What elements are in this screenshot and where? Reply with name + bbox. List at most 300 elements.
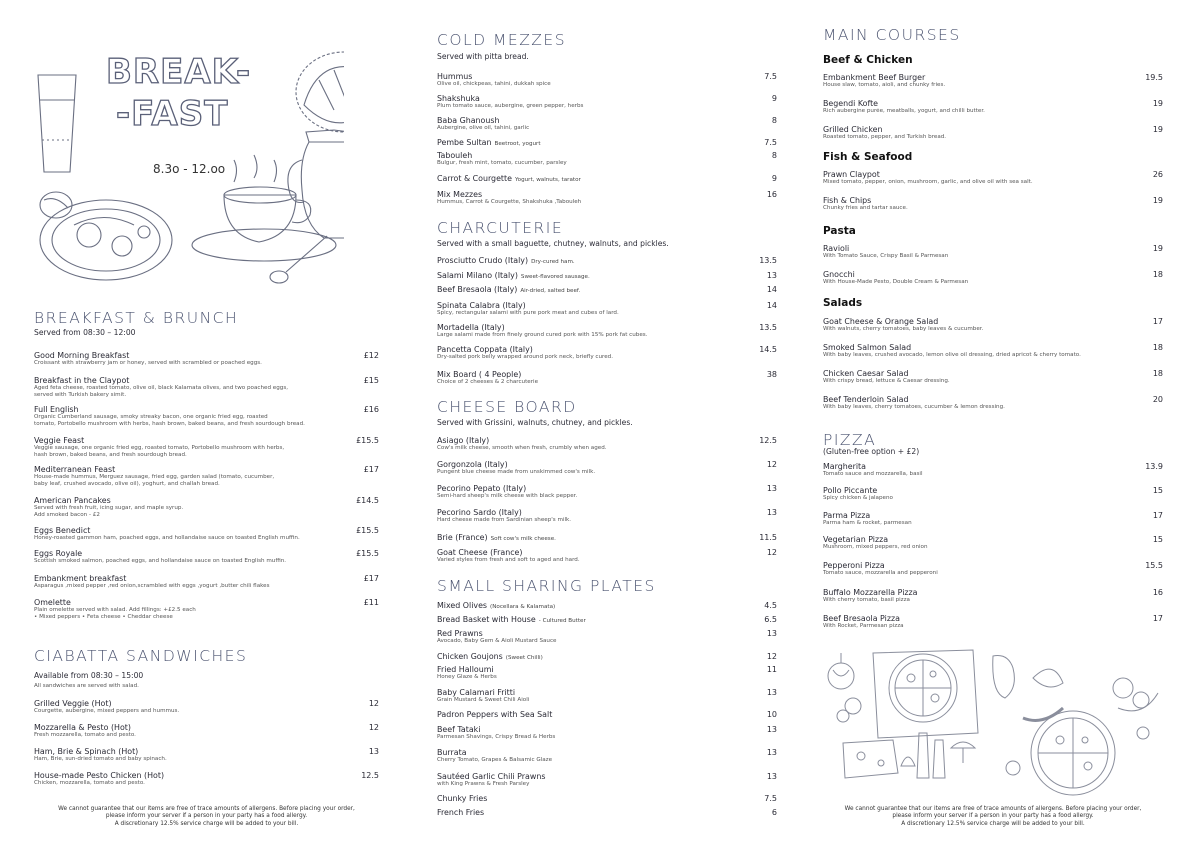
menu-item-row — [34, 436, 379, 445]
menu-item-price: 13 — [766, 629, 777, 638]
menu-item-price: 12.5 — [759, 436, 777, 445]
menu-item-inline-desc: Beetroot, yogurt — [494, 141, 541, 147]
menu-item-inline-desc: Yogurt, walnuts, tarator — [514, 177, 581, 183]
allergen-note-line: We cannot guarantee that our items are free of trace amounts of allergens. Before placing your order, — [58, 806, 355, 812]
menu-item-name: Salami Milano (Italy) Sweet-flavored sausage. — [437, 271, 590, 280]
menu-item-price: 18 — [1152, 343, 1163, 352]
menu-item-row — [437, 174, 777, 183]
cheese-board-title: CHEESE BOARD — [437, 398, 577, 416]
menu-item — [437, 665, 777, 681]
menu-item-row — [823, 369, 1163, 378]
menu-item-row — [437, 484, 777, 493]
menu-item-name: Prawn Claypot — [823, 170, 880, 179]
pizza-illustration — [823, 648, 1163, 798]
menu-item-price: 13 — [766, 772, 777, 781]
menu-item — [823, 614, 1163, 630]
menu-item-name: Buffalo Mozzarella Pizza — [823, 588, 918, 597]
menu-item-row — [34, 496, 379, 505]
menu-item — [437, 256, 777, 265]
menu-item-row — [437, 256, 777, 265]
main-course-group-heading: Beef & Chicken — [823, 54, 913, 66]
menu-item-row — [437, 436, 777, 445]
menu-item-name: Mix Mezzes — [437, 190, 483, 199]
allergen-note-line: please inform your server if a person in your party has a food allergy. — [105, 813, 308, 820]
menu-item-description: Veggie sausage, one organic fried egg, roasted tomato, Portobello mushroom with herbs, — [34, 445, 285, 451]
menu-item-row — [437, 688, 777, 697]
menu-item-row — [34, 376, 379, 385]
menu-item-name: House-made Pesto Chicken (Hot) — [34, 771, 165, 780]
menu-item-row — [437, 533, 777, 542]
menu-item — [437, 323, 777, 339]
menu-item-description: Parmesan Shavings, Crispy Bread & Herbs — [437, 734, 556, 740]
allergen-note-line: please inform your server if a person in your party has a food allergy. — [892, 813, 1094, 820]
menu-item-price: £15 — [363, 376, 379, 385]
menu-item — [437, 271, 777, 280]
menu-item — [34, 598, 379, 620]
menu-item-description: With baby leaves, crushed avocado, lemon olive oil dressing, dried apricot & cherry tomato. — [823, 352, 1081, 358]
menu-item-row — [437, 808, 777, 817]
menu-item-name: Pecorino Pepato (Italy) — [437, 484, 527, 493]
menu-item-price: 15 — [1152, 535, 1163, 544]
menu-item-name: American Pancakes — [34, 496, 111, 505]
menu-item-price: 13 — [766, 484, 777, 493]
menu-item-row — [437, 772, 777, 781]
menu-item — [34, 723, 379, 739]
menu-item-name: Asiago (Italy) — [437, 436, 490, 445]
menu-item-row — [437, 652, 777, 661]
menu-item-price: 17 — [1152, 511, 1163, 520]
menu-item-description: Plain omelette served with salad. Add fillings: +£2.5 each — [34, 607, 196, 613]
menu-item-description: Spicy chicken & jalapeno — [823, 495, 893, 501]
menu-item-row — [437, 301, 777, 310]
cold-mezzes-subtitle: Served with pitta bread. — [437, 52, 529, 61]
menu-item-price: 18 — [1152, 270, 1163, 279]
menu-item-description: hash brown, baked beans, and fresh sourdough bread. — [34, 451, 187, 458]
menu-item-row — [823, 170, 1163, 179]
menu-item-name: Breakfast in the Claypot — [34, 376, 130, 385]
menu-item-price: 15.5 — [1145, 561, 1163, 570]
menu-item-description: Cherry Tomato, Grapes & Balsamic Glaze — [437, 757, 553, 763]
menu-item-name: Mozzarella & Pesto (Hot) — [34, 723, 131, 732]
menu-item-description: With crispy bread, lettuce & Caesar dressing. — [823, 378, 950, 384]
cheese-board-subtitle: Served with Grissini, walnuts, chutney, and pickles. — [437, 418, 633, 427]
menu-item — [823, 244, 1163, 260]
menu-item-description: Courgette, aubergine, mixed peppers and hummus. — [34, 708, 180, 714]
menu-item — [34, 747, 379, 763]
menu-item — [437, 688, 777, 704]
menu-item — [437, 460, 777, 476]
menu-item-price: 13.5 — [759, 256, 777, 265]
menu-item-row — [34, 574, 379, 583]
menu-item-name: Pepperoni Pizza — [823, 561, 885, 570]
menu-item-description: Cow's milk cheese, smooth when fresh, crumbly when aged. — [437, 445, 607, 451]
menu-item — [437, 548, 777, 564]
menu-item — [437, 629, 777, 645]
menu-item — [34, 549, 379, 565]
menu-item-row — [437, 615, 777, 624]
menu-item-row — [437, 138, 777, 147]
menu-item — [437, 725, 777, 741]
menu-item-name: Grilled Veggie (Hot) — [34, 699, 112, 708]
menu-item-name: Chicken Caesar Salad — [823, 369, 909, 378]
menu-item — [823, 462, 1163, 478]
menu-item-price: 17 — [1152, 317, 1163, 326]
menu-item — [437, 370, 777, 386]
menu-item-description: with King Prawns & Fresh Parsley — [437, 781, 530, 787]
menu-item — [437, 190, 777, 206]
ciabatta-title: CIABATTA SANDWICHES — [34, 647, 248, 665]
menu-item — [437, 710, 777, 719]
menu-item — [437, 601, 777, 610]
menu-item — [823, 369, 1163, 385]
main-course-group-heading: Pasta — [823, 225, 856, 237]
menu-item-price: 13 — [368, 747, 379, 756]
allergen-note-line: A discretionary 12.5% service charge will be added to your bill. — [901, 820, 1085, 827]
menu-item — [437, 652, 777, 661]
menu-item-row — [437, 794, 777, 803]
menu-item — [823, 535, 1163, 551]
menu-item-price: £14.5 — [356, 496, 379, 505]
charcuterie-title: CHARCUTERIE — [437, 219, 564, 237]
menu-item-description: Large salami made from finely ground cured pork with 15% pork fat cubes. — [437, 332, 648, 338]
menu-item-name: Brie (France) Soft cow's milk cheese. — [437, 533, 556, 542]
menu-item-description: Hard cheese made from Sardinian sheep's milk. — [437, 517, 572, 523]
menu-item — [437, 615, 777, 624]
menu-item-name: Padron Peppers with Sea Salt — [437, 710, 553, 719]
menu-item-row — [823, 561, 1163, 570]
menu-item-inline-desc: Air-dried, salted beef. — [520, 288, 581, 294]
menu-item-inline-desc: (Nocellara & Kalamata) — [490, 604, 556, 610]
menu-item-row — [34, 747, 379, 756]
menu-item-name: Pollo Piccante — [823, 486, 878, 495]
menu-item-description: Bulgur, fresh mint, tomato, cucumber, parsley — [437, 160, 567, 166]
menu-item-name: Prosciutto Crudo (Italy) Dry-cured ham. — [437, 256, 575, 265]
menu-item-price: 13 — [766, 271, 777, 280]
menu-item-description: Plum tomato sauce, aubergine, green pepper, herbs — [437, 103, 584, 109]
menu-item-name: Burrata — [437, 748, 467, 757]
menu-item-row — [823, 196, 1163, 205]
menu-item — [437, 285, 777, 294]
menu-item-name: Fish & Chips — [823, 196, 872, 205]
menu-item-name: Ravioli — [823, 244, 850, 253]
menu-item-description: Croissant with strawberry jam or honey, served with scrambled or poached eggs. — [34, 360, 262, 366]
menu-item-description: Tomato sauce, mozzarella and pepperoni — [823, 570, 938, 576]
menu-item-name: Eggs Benedict — [34, 526, 91, 535]
allergen-note-right — [823, 806, 1163, 828]
menu-item-name: Smoked Salmon Salad — [823, 343, 912, 352]
menu-item-row — [437, 190, 777, 199]
menu-item — [437, 508, 777, 524]
menu-item-price: £15.5 — [356, 436, 379, 445]
menu-item-row — [823, 343, 1163, 352]
menu-item-row — [823, 535, 1163, 544]
menu-item-price: 12 — [368, 699, 379, 708]
menu-item-name: Tabouleh — [437, 151, 473, 160]
menu-item-description: Aged feta cheese, roasted tomato, olive oil, black Kalamata olives, and two poached eggs, — [34, 385, 289, 391]
menu-item-name: Fried Halloumi — [437, 665, 494, 674]
menu-item-description: Asparagus ,mixed pepper ,red onion,scrambled with eggs ,yogurt ,butter chili flakes — [34, 583, 270, 589]
menu-item-inline-desc: (Sweet Chilli) — [505, 655, 543, 661]
main-course-group-heading: Salads — [823, 297, 863, 309]
menu-item-price: 13.5 — [759, 323, 777, 332]
menu-item-row — [34, 465, 379, 474]
menu-item-price: 12 — [766, 460, 777, 469]
menu-item-name: Chunky Fries — [437, 794, 488, 803]
menu-item-row — [34, 351, 379, 360]
menu-item-name: Mediterranean Feast — [34, 465, 116, 474]
menu-item-name: Goat Cheese (France) — [437, 548, 523, 557]
small-plates-title: SMALL SHARING PLATES — [437, 577, 656, 595]
menu-item-name: Margherita — [823, 462, 866, 471]
menu-item — [437, 748, 777, 764]
menu-item-description: • Mixed peppers • Feta cheese • Cheddar cheese — [34, 613, 173, 620]
menu-item-name: Pembe Sultan Beetroot, yogurt — [437, 138, 541, 147]
menu-item — [437, 772, 777, 788]
menu-item-row — [437, 271, 777, 280]
menu-item-price: 19 — [1152, 125, 1163, 134]
cold-mezzes-title: COLD MEZZES — [437, 31, 567, 49]
ciabatta-subtitle: Available from 08:30 – 15:00 — [34, 671, 144, 680]
menu-item-row — [823, 73, 1163, 82]
allergen-note-line: A discretionary 12.5% service charge will be added to your bill. — [114, 820, 299, 827]
menu-item-description: Served with fresh fruit, icing sugar, and maple syrup. — [34, 505, 184, 511]
menu-item-name: Beef Tenderloin Salad — [823, 395, 909, 404]
menu-item-price: 19 — [1152, 244, 1163, 253]
main-courses-title: MAIN COURSES — [823, 26, 961, 44]
menu-item-name: Pecorino Sardo (Italy) — [437, 508, 522, 517]
menu-item — [34, 436, 379, 458]
menu-item-price: 4.5 — [764, 601, 777, 610]
menu-item-name: Chicken Goujons (Sweet Chilli) — [437, 652, 543, 661]
breakfast-subtitle: Served from 08:30 – 12:00 — [34, 328, 136, 337]
menu-item-price: £15.5 — [356, 549, 379, 558]
menu-item-description: Tomato sauce and mozzarella, basil — [823, 471, 923, 477]
menu-item-price: 8 — [771, 151, 777, 160]
menu-item-row — [437, 710, 777, 719]
menu-item — [437, 436, 777, 452]
menu-item-price: 13 — [766, 508, 777, 517]
menu-item-name: Beef Tataki — [437, 725, 481, 734]
menu-item-price: 9 — [771, 94, 777, 103]
menu-item-name: Gnocchi — [823, 270, 855, 279]
menu-item-price: 18 — [1152, 369, 1163, 378]
menu-item-price: £12 — [363, 351, 379, 360]
menu-item-description: Aubergine, olive oil, tahini, garlic — [437, 125, 530, 131]
menu-item-row — [437, 94, 777, 103]
menu-item-name: Pancetta Coppata (Italy) — [437, 345, 533, 354]
menu-item — [823, 317, 1163, 333]
menu-item-price: £16 — [363, 405, 379, 414]
menu-item-name: Gorgonzola (Italy) — [437, 460, 508, 469]
menu-item-row — [34, 723, 379, 732]
menu-item-price: 7.5 — [764, 72, 777, 81]
menu-item-description: baby leaf, crushed avocado, olive oil), yoghurt, and challah bread. — [34, 480, 220, 487]
menu-item-row — [437, 629, 777, 638]
menu-item — [823, 170, 1163, 186]
menu-item-row — [437, 345, 777, 354]
menu-item-price: 14 — [766, 301, 777, 310]
breakfast-art-title-2: -FAST — [116, 94, 229, 134]
menu-item — [823, 486, 1163, 502]
menu-item-description: With House-Made Pesto, Double Cream & Parmesan — [823, 279, 969, 285]
menu-item-row — [437, 370, 777, 379]
menu-item-price: 13.9 — [1145, 462, 1163, 471]
menu-item — [437, 174, 777, 183]
menu-item-row — [823, 588, 1163, 597]
breakfast-title: BREAKFAST & BRUNCH — [34, 309, 239, 327]
menu-item-price: 19.5 — [1145, 73, 1163, 82]
menu-item — [34, 405, 379, 427]
menu-item-name: Parma Pizza — [823, 511, 871, 520]
menu-item-price: 14 — [766, 285, 777, 294]
menu-item — [823, 99, 1163, 115]
menu-item-price: 13 — [766, 688, 777, 697]
menu-item — [437, 94, 777, 110]
menu-item-description: Pungent blue cheese made from unskimmed cow's milk. — [437, 469, 596, 475]
pizza-subtitle: (Gluten-free option + £2) — [823, 447, 920, 456]
menu-item-row — [437, 725, 777, 734]
menu-item-row — [823, 125, 1163, 134]
menu-item-row — [823, 395, 1163, 404]
menu-item-row — [823, 244, 1163, 253]
menu-item-row — [823, 270, 1163, 279]
menu-item-description: Honey-roasted gammon ham, poached eggs, and hollandaise sauce on toasted English muffin. — [34, 535, 300, 541]
menu-item-description: Organic Cumberland sausage, smoky streaky bacon, one organic fried egg, roasted — [34, 414, 268, 420]
menu-item-name: Carrot & Courgette Yogurt, walnuts, tarator — [437, 174, 581, 183]
menu-item-inline-desc: Soft cow's milk cheese. — [490, 536, 556, 542]
allergen-note-line: We cannot guarantee that our items are free of trace amounts of allergens. Before placing your order, — [844, 806, 1142, 812]
menu-item-price: 12.5 — [361, 771, 379, 780]
menu-item — [437, 138, 777, 147]
column-breakfast — [34, 0, 379, 848]
menu-item-description: Mixed tomato, pepper, onion, mushroom, garlic, and olive oil with sea salt. — [823, 179, 1033, 185]
menu-item-name: Baby Calamari Fritti — [437, 688, 516, 697]
menu-item-description: Ham, Brie, sun-dried tomato and baby spinach. — [34, 756, 167, 762]
menu-item — [34, 526, 379, 542]
breakfast-art-title-1: BREAK- — [106, 52, 252, 92]
menu-item-description: Semi-hard sheep's milk cheese with black pepper. — [437, 493, 578, 499]
menu-item-description: Parma ham & rocket, parmesan — [823, 520, 912, 526]
menu-item — [34, 699, 379, 715]
menu-item — [823, 73, 1163, 89]
menu-item-description: Roasted tomato, pepper, and Turkish bread. — [823, 134, 947, 140]
menu-item-description: Hummus, Carrot & Courgette, Shakshuka ,Tabouleh — [437, 199, 582, 205]
menu-item-inline-desc: Sweet-flavored sausage. — [520, 274, 590, 280]
menu-item-description: With walnuts, cherry tomatoes, baby leaves & cucumber. — [823, 326, 984, 332]
menu-item-price: 14.5 — [759, 345, 777, 354]
menu-item-price: 10 — [766, 710, 777, 719]
menu-item — [34, 376, 379, 398]
menu-item-price: 8 — [771, 116, 777, 125]
menu-item-row — [823, 486, 1163, 495]
menu-item-name: Eggs Royale — [34, 549, 83, 558]
menu-item-description: With baby leaves, cherry tomatoes, cucumber & lemon dressing. — [823, 404, 1005, 410]
menu-item-price: 26 — [1152, 170, 1163, 179]
menu-item-row — [34, 598, 379, 607]
menu-item-name: Mix Board ( 4 People) — [437, 370, 522, 379]
menu-item-description: House slaw, tomato, aioli, and chunky fries. — [823, 82, 946, 88]
menu-item-price: £15.5 — [356, 526, 379, 535]
menu-item-price: 11 — [766, 665, 777, 674]
menu-item-price: 16 — [1152, 588, 1163, 597]
menu-item — [823, 270, 1163, 286]
menu-item-name: Hummus — [437, 72, 473, 81]
menu-item-price: 17 — [1152, 614, 1163, 623]
menu-item-row — [823, 614, 1163, 623]
menu-item-row — [437, 508, 777, 517]
charcuterie-subtitle: Served with a small baguette, chutney, walnuts, and pickles. — [437, 239, 669, 248]
menu-item — [437, 72, 777, 88]
menu-item — [437, 794, 777, 803]
menu-item-name: Ham, Brie & Spinach (Hot) — [34, 747, 139, 756]
menu-item-description: served with Turkish bakery simit. — [34, 391, 127, 398]
menu-item-name: Sautéed Garlic Chili Prawns — [437, 772, 546, 781]
menu-item-name: Red Prawns — [437, 629, 483, 638]
menu-item-name: Vegetarian Pizza — [823, 535, 889, 544]
pizza-title: PIZZA — [823, 431, 877, 449]
menu-item-description: Chunky fries and tartar sauce. — [823, 205, 908, 211]
menu-item — [823, 395, 1163, 411]
menu-item-name: Baba Ghanoush — [437, 116, 500, 125]
menu-item-price: 20 — [1152, 395, 1163, 404]
menu-item-name: Shakshuka — [437, 94, 480, 103]
allergen-note-left — [34, 806, 379, 828]
menu-item-description: tomato, Portobello mushroom with herbs, hash brown, baked beans, and fresh sourdough bread. — [34, 420, 305, 427]
menu-item-name: Omelette — [34, 598, 71, 607]
menu-item-description: Mushroom, mixed peppers, red onion — [823, 544, 928, 550]
breakfast-art-hours: 8.3o - 12.oo — [153, 162, 226, 176]
menu-item-name: Veggie Feast — [34, 436, 85, 445]
menu-item — [437, 533, 777, 542]
menu-item-row — [34, 771, 379, 780]
menu-item-price: 6 — [771, 808, 777, 817]
menu-item-name: Embankment breakfast — [34, 574, 127, 583]
menu-item-price: 7.5 — [764, 794, 777, 803]
menu-item-price: £11 — [363, 598, 379, 607]
menu-item-description: Dry-salted pork belly wrapped around pork neck, briefly cured. — [437, 354, 613, 360]
menu-item-row — [34, 526, 379, 535]
menu-item-description: Scottish smoked salmon, poached eggs, and hollandaise sauce on toasted English muffin. — [34, 558, 287, 564]
menu-item-price: 16 — [766, 190, 777, 199]
menu-item-row — [34, 405, 379, 414]
menu-item-price: 13 — [766, 748, 777, 757]
menu-item-description: Fresh mozzarella, tomato and pesto. — [34, 732, 136, 738]
menu-item — [437, 484, 777, 500]
menu-item-row — [34, 699, 379, 708]
menu-item-row — [437, 72, 777, 81]
menu-item — [34, 574, 379, 590]
menu-item-name: Goat Cheese & Orange Salad — [823, 317, 939, 326]
menu-item-row — [823, 99, 1163, 108]
menu-item-row — [437, 748, 777, 757]
menu-item-description: Honey Glaze & Herbs — [437, 674, 497, 680]
menu-item-price: 12 — [368, 723, 379, 732]
menu-item-row — [823, 462, 1163, 471]
menu-item-description: With cherry tomato, basil pizza — [823, 597, 910, 603]
menu-item-price: 13 — [766, 725, 777, 734]
menu-item-inline-desc: Dry-cured ham. — [531, 259, 575, 265]
menu-item-row — [34, 549, 379, 558]
menu-item-name: Embankment Beef Burger — [823, 73, 926, 82]
menu-item-row — [437, 548, 777, 557]
menu-item-row — [437, 323, 777, 332]
menu-item — [34, 465, 379, 487]
menu-item-name: Bread Basket with House - Cultured Butter — [437, 615, 586, 624]
menu-item-name: Mixed Olives (Nocellara & Kalamata) — [437, 601, 556, 610]
menu-item-description: With Tomato Sauce, Crispy Basil & Parmesan — [823, 253, 949, 259]
menu-item-price: £17 — [363, 574, 379, 583]
menu-item-name: French Fries — [437, 808, 485, 817]
